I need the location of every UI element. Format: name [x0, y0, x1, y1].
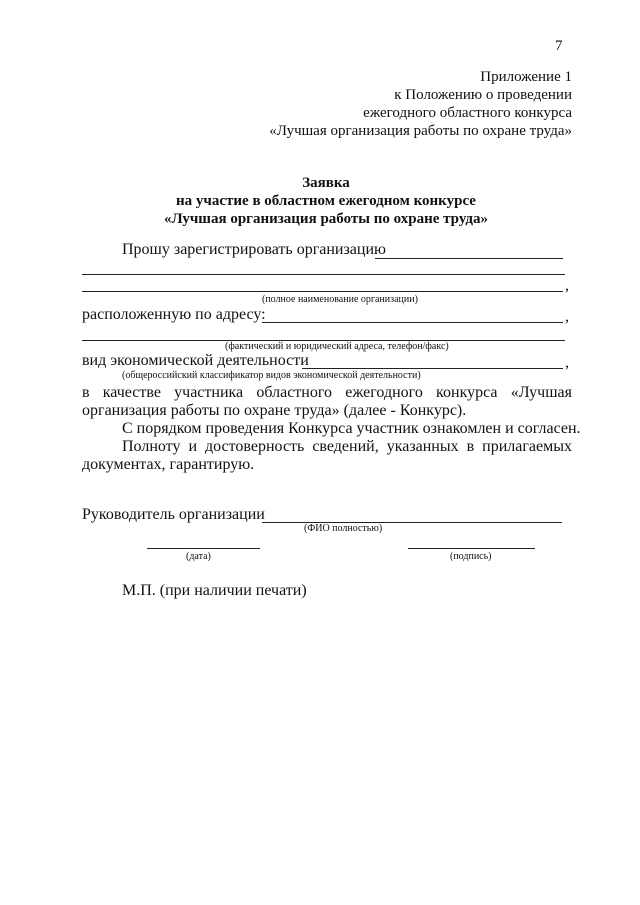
register-label: Прошу зарегистрировать организацию — [122, 241, 386, 258]
date-caption: (дата) — [186, 551, 211, 562]
appendix-line-3: ежегодного областного конкурса — [363, 105, 572, 121]
title-line-3: «Лучшая организация работы по охране труда» — [164, 211, 488, 227]
procedure-text: С порядком проведения Конкурса участник ознакомлен и согласен. — [122, 420, 581, 437]
org-name-field-line-2[interactable] — [82, 274, 565, 275]
signature-caption: (подпись) — [450, 551, 492, 562]
completeness-line-1: Полноту и достоверность сведений, указанных в прилагаемых — [122, 438, 572, 455]
fio-caption: (ФИО полностью) — [304, 523, 383, 534]
participant-line-2: организация работы по охране труда» (далее - Конкурс). — [82, 402, 467, 419]
org-name-field-line-3[interactable] — [82, 291, 563, 292]
participant-line-1: в качестве участника областного ежегодного конкурса «Лучшая — [82, 384, 572, 401]
stamp-note: М.П. (при наличии печати) — [122, 582, 307, 599]
title-line-1: Заявка — [302, 175, 350, 191]
address-label: расположенную по адресу: — [82, 306, 266, 323]
signature-field-line[interactable] — [408, 548, 535, 549]
title-line-2: на участие в областном ежегодном конкурсе — [176, 193, 476, 209]
address-field-line-1[interactable] — [262, 322, 563, 323]
head-label: Руководитель организации — [82, 506, 265, 523]
activity-field-line[interactable] — [302, 368, 563, 369]
activity-comma: , — [565, 354, 569, 371]
org-name-field-line-1[interactable] — [375, 258, 563, 259]
appendix-line-1: Приложение 1 — [480, 69, 572, 85]
activity-label: вид экономической деятельности — [82, 352, 309, 369]
address-caption: (фактический и юридический адреса, телефон/факс) — [225, 341, 449, 352]
completeness-line-2: документах, гарантирую. — [82, 456, 255, 473]
activity-caption: (общероссийский классификатор видов экономической деятельности) — [122, 370, 421, 381]
org-name-caption: (полное наименование организации) — [262, 294, 418, 305]
appendix-line-4: «Лучшая организация работы по охране труда» — [269, 123, 572, 139]
address-comma: , — [565, 308, 569, 325]
date-field-line[interactable] — [147, 548, 260, 549]
page-number: 7 — [555, 38, 563, 54]
appendix-line-2: к Положению о проведении — [394, 87, 572, 103]
org-name-comma: , — [565, 277, 569, 294]
